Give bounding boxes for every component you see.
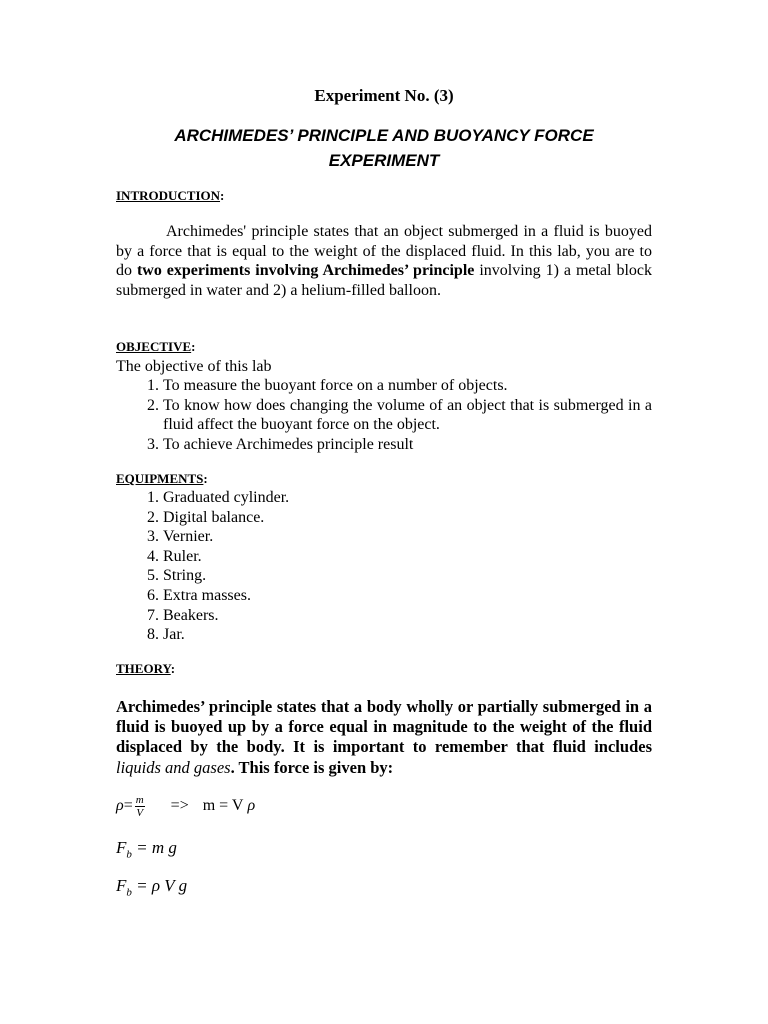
theory-paragraph (116, 697, 652, 778)
formula-rhs: = m g (136, 838, 177, 857)
introduction-heading (116, 188, 224, 204)
equipments-heading-text: EQUIPMENTS (116, 471, 204, 486)
introduction-paragraph (116, 222, 652, 300)
document-title (116, 123, 652, 173)
objective-list (116, 376, 652, 454)
objective-lead: The objective of this lab (116, 358, 272, 375)
theory-heading (116, 661, 175, 677)
force-symbol: F (116, 876, 127, 895)
buoyant-force-formula-2 (116, 876, 187, 898)
list-item: 3. Vernier. (163, 527, 652, 547)
mass-over-volume-fraction (135, 794, 145, 819)
fraction-numerator: m (135, 794, 144, 806)
buoyant-force-formula-1 (116, 838, 177, 860)
list-item: 8. Jar. (163, 625, 652, 645)
force-symbol: F (116, 838, 127, 857)
list-item: 1. Graduated cylinder. (163, 488, 652, 508)
fraction-denominator: V (136, 807, 144, 819)
introduction-heading-text: INTRODUCTION (116, 188, 221, 203)
experiment-number: Experiment No. (3) (314, 86, 454, 105)
list-item: 2. To know how does changing the volume of an object that is submerged in a fluid affect the buoyant force on the object. (163, 396, 652, 435)
introduction-text-bold: two experiments involving Archimedes’ principle (136, 262, 475, 280)
theory-text-b: . This force is given by: (230, 757, 394, 777)
list-item: 4. Ruler. (163, 547, 652, 567)
introduction-heading-colon: : (220, 188, 225, 203)
list-item: 6. Extra masses. (163, 586, 652, 606)
equipments-list (116, 488, 652, 645)
equipments-heading-colon: : (203, 471, 208, 486)
theory-text-a: Archimedes’ principle states that a body wholly or partially submerged in a fluid is buoyed up by a force equal in magnitude to the weight of the fluid displaced by the body. It is important to remember that fluid includes (116, 697, 652, 757)
force-subscript: b (126, 848, 132, 861)
rho-symbol: ρ (116, 797, 124, 815)
implies-arrow: => (170, 797, 189, 815)
mass-equation: m = V (202, 797, 244, 815)
density-formula (116, 794, 255, 819)
formula-rhs: = ρ V g (136, 876, 188, 895)
title-line-2: EXPERIMENT (328, 151, 440, 170)
equipments-heading (116, 471, 208, 487)
list-item: 3. To achieve Archimedes principle result (163, 435, 652, 455)
theory-text-italic: liquids and gases (116, 757, 231, 777)
theory-heading-colon: : (170, 661, 176, 676)
list-item: 7. Beakers. (163, 606, 652, 626)
objective-heading-text: OBJECTIVE (116, 339, 192, 354)
objective-heading (116, 339, 195, 355)
rho-symbol-2: ρ (247, 797, 256, 815)
title-line-1: ARCHIMEDES’ PRINCIPLE AND BUOYANCY FORCE (174, 126, 594, 145)
equals-sign: = (123, 797, 133, 815)
force-subscript: b (126, 886, 132, 899)
objective-heading-colon: : (191, 339, 196, 354)
list-item: 1. To measure the buoyant force on a number of objects. (163, 376, 652, 396)
list-item: 2. Digital balance. (163, 508, 652, 528)
list-item: 5. String. (163, 566, 652, 586)
introduction-text-a: Archimedes' principle states that an object submerged in a fluid is buoyed by a force that is equal to the weight of the displaced fluid. In this lab, you are to do (116, 223, 652, 280)
introduction-text-b: involving 1) a metal block submerged in water and 2) a helium-filled balloon. (116, 262, 652, 299)
theory-heading-text: THEORY (116, 661, 171, 676)
